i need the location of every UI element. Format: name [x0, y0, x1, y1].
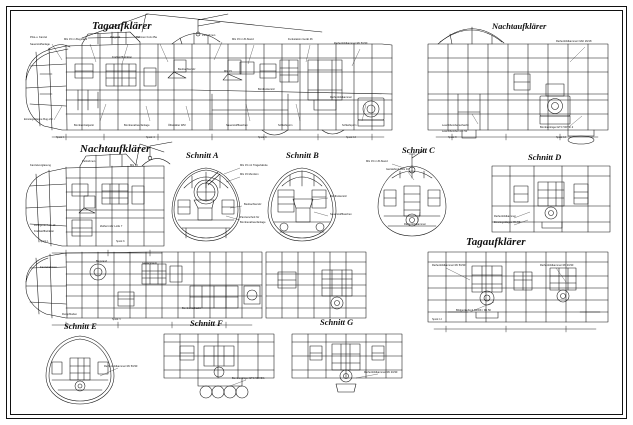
callout: Kraftstoffbehälter	[112, 56, 133, 59]
callout: Reihenbildkammer Rb 50/30	[104, 365, 138, 368]
callout: Kraftstoffbehälter	[34, 230, 55, 233]
callout: Bombenträger ETC 50/VIIIb	[232, 377, 265, 380]
station-label: Spant 1	[56, 136, 65, 139]
station-label: Spant 12	[556, 136, 566, 139]
callout: Panzerschott für	[240, 216, 260, 219]
callout: Reihenbildkammer	[404, 223, 426, 226]
station-label: Spant 1	[40, 240, 49, 243]
title-schnitt-d: Schnitt D	[528, 152, 562, 162]
callout: Bombenabwurfanlage	[240, 221, 266, 224]
station-label: Spant 6	[116, 240, 125, 243]
callout: Beobachtersitz	[244, 203, 262, 206]
title-nachtaufklaerer-top: Nachtaufklärer	[492, 21, 547, 31]
callout: MG 15 im Bugstand	[64, 38, 88, 41]
title-schnitt-f: Schnitt F	[190, 318, 223, 328]
callout: Funkgerät FuG 10	[34, 224, 56, 227]
callout: Bordfunkersitz	[258, 88, 275, 91]
callout: Reihenbildkammer Rb 50/30	[334, 42, 368, 45]
title-schnitt-b: Schnitt B	[286, 150, 319, 160]
callout: Reihenbildkammer Rb 50/30	[432, 264, 466, 267]
callout: Leuchtbomben LC 50	[442, 130, 468, 133]
callout: Pilot-u. Kanzel	[30, 36, 48, 39]
callout: Rahmen FuG 25a	[136, 36, 157, 39]
callout: Bombenabwurfanlage	[124, 124, 150, 127]
callout: Ölbehälter WM	[168, 124, 186, 127]
callout: Bugstand	[96, 260, 108, 263]
title-tagaufklaerer-top: Tagaufklärer	[92, 20, 152, 32]
title-schnitt-e: Schnitt E	[64, 321, 97, 331]
callout: Gerätebrett FuG 10	[386, 168, 409, 171]
callout: Sauerstoffanlage	[30, 43, 50, 46]
callout: Bordfunkersitz	[330, 195, 347, 198]
callout: MG 15 im B-Stand	[232, 38, 254, 41]
station-label: Spant 12	[346, 136, 356, 139]
station-label: Spant 9	[448, 136, 457, 139]
callout: Sauerstoffflaschen	[226, 124, 248, 127]
title-tagaufklaerer-bottom: Tagaufklärer	[466, 236, 526, 248]
callout: Bombenträger ETC 50/VIII d	[540, 126, 574, 129]
callout: Einstiegsklappe Rb 50	[494, 221, 521, 224]
callout: Reihenbildkammer NAK 29/18	[556, 40, 592, 43]
callout: Sauerstoffflaschen	[330, 213, 352, 216]
callout: Bombenzielgerät	[74, 124, 94, 127]
callout: Kanzelrahmen	[40, 266, 57, 269]
callout: MG 15 im B-Stand	[366, 160, 388, 163]
title-schnitt-c: Schnitt C	[402, 145, 435, 155]
callout: Peilrahmen	[82, 160, 96, 163]
callout: Rumpfboden	[62, 313, 78, 316]
callout: Reihenbildkammer Rb 20/30	[540, 264, 574, 267]
callout: Kanzelverglasung	[30, 164, 51, 167]
callout: Reihenbildkammer Rb 20/30	[364, 371, 398, 374]
station-label: Spant 3	[112, 318, 121, 321]
callout: Zielfernrohr Lotfe 7	[100, 225, 123, 228]
callout: MG 15 Munition	[240, 173, 259, 176]
callout: Einstiegsklappe Bug-Lfd	[24, 118, 53, 121]
callout: Bildgerätebrett NFWK / Rb 50	[456, 309, 491, 312]
callout: MG 15 mit Trägerlafette	[240, 164, 268, 167]
callout: Zielgerät	[110, 36, 121, 39]
title-schnitt-g: Schnitt G	[320, 317, 354, 327]
callout: Funkstation Gerät 46	[288, 38, 313, 41]
station-label: Spant 9	[258, 136, 267, 139]
callout: Reihenbildkammer	[494, 215, 516, 218]
callout: Bombenschacht	[182, 307, 201, 310]
station-label: Spant 12	[432, 318, 442, 321]
callout: Gepäckraum	[142, 262, 158, 265]
callout: Leuchtbombenschacht	[442, 124, 469, 127]
callout: Schleifsporn	[278, 124, 293, 127]
title-nachtaufklaerer-mid: Nachtaufklärer	[80, 143, 151, 155]
callout: Peilrahmen	[202, 34, 216, 37]
title-schnitt-a: Schnitt A	[186, 150, 219, 160]
callout: MG 15	[224, 70, 232, 73]
station-label: Spant 4	[146, 136, 155, 139]
callout: MG 15	[130, 164, 138, 167]
callout: Beobachtersitz	[178, 68, 196, 71]
callout: Reihenbildkammer	[330, 96, 352, 99]
callout: Schleifsporn	[342, 124, 357, 127]
